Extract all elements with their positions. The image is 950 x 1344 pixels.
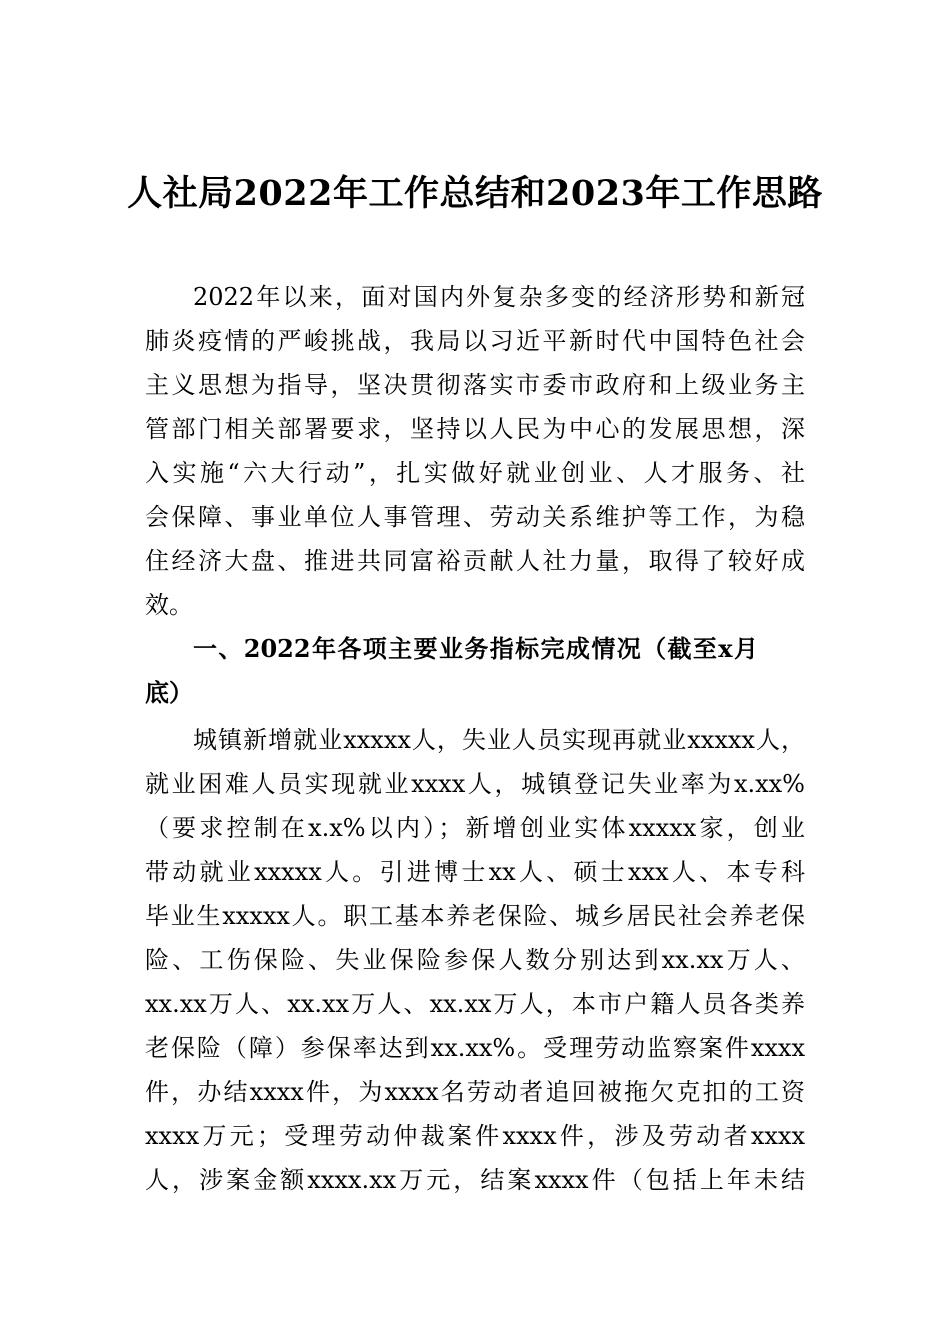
page-title: 人社局2022年工作总结和2023年工作思路 (127, 173, 823, 214)
paragraph-line: （要求控制在x.x%以内）；新增创业实体xxxxx家，创业 (145, 814, 805, 842)
paragraph-line: 效。 (145, 591, 193, 619)
paragraph-line: 就业困难人员实现就业xxxx人，城镇登记失业率为x.xx% (145, 770, 805, 798)
paragraph-line: 毕业生xxxxx人。职工基本养老保险、城乡居民社会养老保 (145, 902, 805, 930)
section-heading: 底） (145, 678, 193, 707)
paragraph-line: xx.xx万人、xx.xx万人、xx.xx万人，本市户籍人员各类养 (145, 990, 805, 1018)
paragraph-line: xxxx万元；受理劳动仲裁案件xxxx件，涉及劳动者xxxx (145, 1122, 805, 1150)
paragraph-line: 件，办结xxxx件，为xxxx名劳动者追回被拖欠克扣的工资 (145, 1078, 805, 1106)
paragraph-line: 2022年以来，面对国内外复杂多变的经济形势和新冠 (193, 283, 805, 311)
paragraph-line: 主义思想为指导，坚决贯彻落实市委市政府和上级业务主 (145, 371, 805, 399)
paragraph-line: 带动就业xxxxx人。引进博士xx人、硕士xxx人、本专科 (145, 858, 805, 886)
paragraph-line: 险、工伤保险、失业保险参保人数分别达到xx.xx万人、 (145, 946, 805, 974)
paragraph-line: 肺炎疫情的严峻挑战，我局以习近平新时代中国特色社会 (145, 327, 805, 355)
paragraph-line: 管部门相关部署要求，坚持以人民为中心的发展思想，深 (145, 415, 805, 443)
paragraph-line: 城镇新增就业xxxxx人，失业人员实现再就业xxxxx人， (193, 726, 805, 754)
paragraph-line: 入实施“六大行动”，扎实做好就业创业、人才服务、社 (145, 459, 805, 487)
paragraph-line: 人，涉案金额xxxx.xx万元，结案xxxx件（包括上年未结 (145, 1166, 805, 1194)
paragraph-line: 住经济大盘、推进共同富裕贡献人社力量，取得了较好成 (145, 547, 805, 575)
paragraph-line: 会保障、事业单位人事管理、劳动关系维护等工作，为稳 (145, 503, 805, 531)
paragraph-line: 老保险（障）参保率达到xx.xx%。受理劳动监察案件xxxx (145, 1034, 805, 1062)
section-heading: 一、2022年各项主要业务指标完成情况（截至x月 (193, 634, 758, 663)
